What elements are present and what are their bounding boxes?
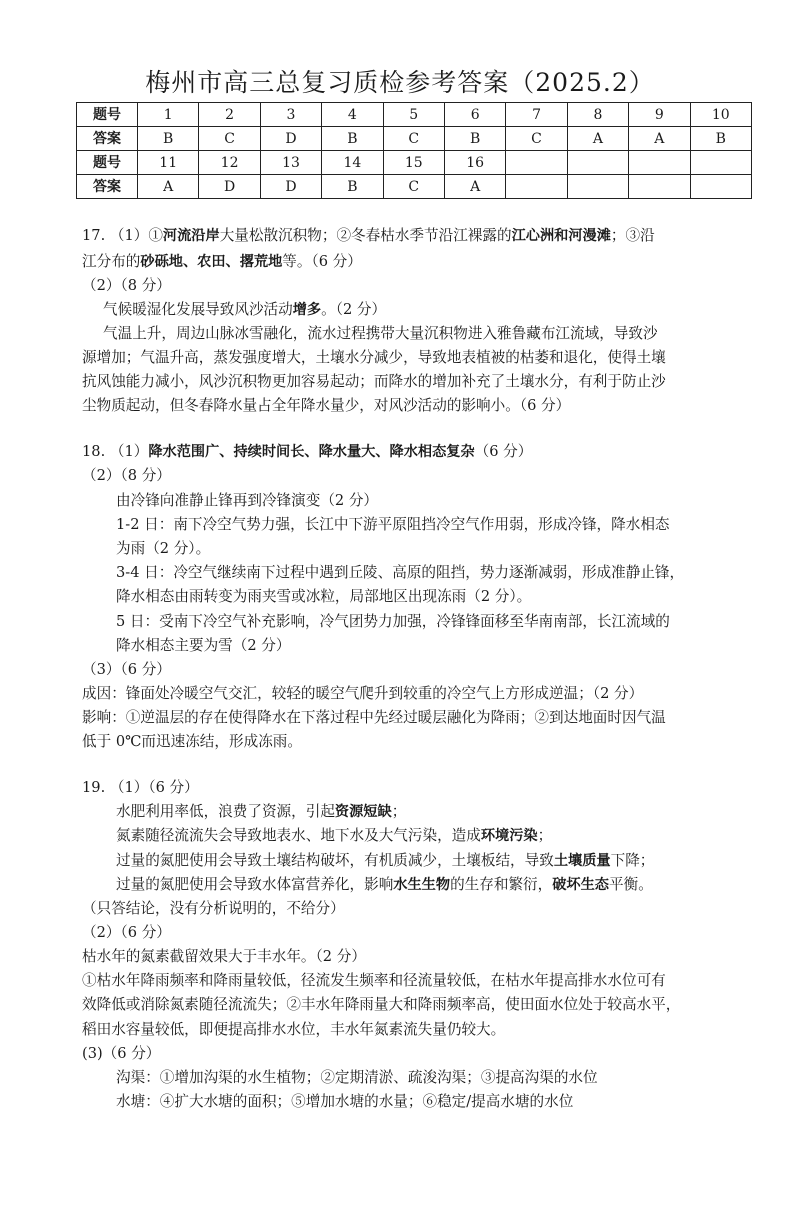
q17-part2-line3: 源增加；气温升高，蒸发强度增大，土壤水分减少，导致地表植被的枯萎和退化，使得土壤 — [82, 349, 666, 366]
table-cell: A — [444, 175, 505, 199]
answer-table — [76, 102, 752, 199]
table-cell: 16 — [444, 151, 505, 175]
q18-part2-line5: 降水相态由雨转变为雨夹雪或冰粒，局部地区出现冻雨（2 分）。 — [116, 588, 532, 605]
q17-part1-line1: 17. （1）①河流沿岸大量松散沉积物；②冬春枯水季节沿江裸露的江心洲和河漫滩；③沿 — [82, 227, 655, 244]
q19-part1-line2: 氮素随径流流失会导致地表水、地下水及大气污染，造成环境污染； — [116, 827, 553, 844]
table-row — [77, 103, 752, 127]
table-cell: B — [690, 127, 751, 151]
q19-part1-line3: 过量的氮肥使用会导致土壤结构破坏，有机质减少，土壤板结，导致土壤质量下降； — [116, 852, 655, 869]
q17-part2-line5: 尘物质起动，但冬春降水量占全年降水量少，对风沙活动的影响小。（6 分） — [82, 397, 571, 414]
table-cell: A — [138, 175, 199, 199]
table-cell — [567, 151, 628, 175]
table-row — [77, 175, 752, 199]
q18-part3-line2: 影响：①逆温层的存在使得降水在下落过程中先经过暖层融化为降雨；②到达地面时因气温 — [82, 709, 666, 726]
table-cell: B — [138, 127, 199, 151]
table-cell: A — [567, 127, 628, 151]
q18-part3-line3: 低于 0℃而迅速冻结，形成冻雨。 — [82, 733, 302, 750]
table-cell: B — [322, 175, 383, 199]
q18-part2-line7: 降水相态主要为雪（2 分） — [116, 637, 291, 654]
table-cell: 15 — [383, 151, 444, 175]
q17-part2-line2: 气温上升，周边山脉冰雪融化，流水过程携带大量沉积物进入雅鲁藏布江流域，导致沙 — [103, 325, 658, 342]
table-cell — [506, 151, 567, 175]
q19-part1-line1: 水肥利用率低，浪费了资源，引起资源短缺； — [116, 803, 407, 820]
table-cell: 1 — [138, 103, 199, 127]
table-cell: C — [199, 127, 260, 151]
page-title: 梅州市高三总复习质检参考答案（2025.2） — [145, 68, 655, 97]
q19-part1-line4: 过量的氮肥使用会导致水体富营养化，影响水生生物的生存和繁衍，破坏生态平衡。 — [116, 876, 653, 893]
q17-part2-line4: 抗风蚀能力减小，风沙沉积物更加容易起动；而降水的增加补充了土壤水分，有利于防止沙 — [82, 373, 666, 390]
table-cell: 4 — [322, 103, 383, 127]
table-cell: 5 — [383, 103, 444, 127]
q18-part2-line4: 3-4 日：冷空气继续南下过程中遇到丘陵、高原的阻挡，势力逐渐减弱，形成准静止锋， — [116, 564, 685, 581]
table-cell: 3 — [260, 103, 321, 127]
q17-part2-heading: （2）（8 分） — [82, 277, 171, 294]
table-cell: 9 — [629, 103, 690, 127]
table-cell: B — [322, 127, 383, 151]
row-header-answer: 答案 — [77, 175, 138, 199]
table-cell: C — [383, 127, 444, 151]
table-cell: A — [629, 127, 690, 151]
q19-part1-heading: 19. （1）（6 分） — [82, 779, 199, 796]
q19-part1-note: （只答结论，没有分析说明的，不给分） — [82, 900, 345, 917]
q18-part1-line1: 18. （1）降水范围广、持续时间长、降水量大、降水相态复杂（6 分） — [82, 443, 533, 460]
table-cell: C — [506, 127, 567, 151]
table-cell — [506, 175, 567, 199]
q19-part2-line3: 效降低或消除氮素随径流流失；②丰水年降雨量大和降雨频率高，使田面水位处于较高水平， — [82, 996, 681, 1013]
table-cell: 10 — [690, 103, 751, 127]
table-cell: 14 — [322, 151, 383, 175]
table-cell: C — [383, 175, 444, 199]
row-header-question: 题号 — [77, 151, 138, 175]
q18-part2-line1: 由冷锋向准静止锋再到冷锋演变（2 分） — [116, 492, 379, 509]
q19-part3-line2: 水塘：④扩大水塘的面积；⑤增加水塘的水量；⑥稳定/提高水塘的水位 — [116, 1093, 574, 1110]
table-cell — [690, 175, 751, 199]
table-cell: 11 — [138, 151, 199, 175]
table-cell: 2 — [199, 103, 260, 127]
row-header-answer: 答案 — [77, 127, 138, 151]
table-cell: 6 — [444, 103, 505, 127]
table-cell: D — [260, 127, 321, 151]
q18-part2-line3: 为雨（2 分）。 — [116, 540, 211, 557]
q18-part2-line2: 1-2 日：南下冷空气势力强，长江中下游平原阻挡冷空气作用弱，形成冷锋，降水相态 — [116, 516, 670, 533]
table-cell — [567, 175, 628, 199]
table-cell: 12 — [199, 151, 260, 175]
q17-part1-line2: 江分布的砂砾地、农田、撂荒地等。（6 分） — [82, 253, 362, 270]
q19-part2-heading: （2）（6 分） — [82, 924, 171, 941]
q19-part2-line4: 稻田水容量较低，即便提高排水水位，丰水年氮素流失量仍较大。 — [82, 1021, 506, 1038]
q17-part2-line1: 气候暖湿化发展导致风沙活动增多。（2 分） — [103, 301, 387, 318]
q19-part3-line1: 沟渠：①增加沟渠的水生植物；②定期清淤、疏浚沟渠；③提高沟渠的水位 — [116, 1069, 598, 1086]
table-cell — [629, 151, 690, 175]
q18-part2-heading: （2）（8 分） — [82, 467, 171, 484]
row-header-question: 题号 — [77, 103, 138, 127]
q19-part2-line2: ①枯水年降雨频率和降雨量较低，径流发生频率和径流量较低，在枯水年提高排水水位可有 — [82, 972, 666, 989]
table-cell: D — [260, 175, 321, 199]
q18-part3-line1: 成因：锋面处冷暖空气交汇，较轻的暖空气爬升到较重的冷空气上方形成逆温；（2 分） — [82, 685, 644, 702]
table-cell: 8 — [567, 103, 628, 127]
table-row — [77, 127, 752, 151]
table-cell: 7 — [506, 103, 567, 127]
q19-part2-line1: 枯水年的氮素截留效果大于丰水年。（2 分） — [82, 948, 366, 965]
table-cell — [690, 151, 751, 175]
q18-part2-line6: 5 日：受南下冷空气补充影响，冷气团势力加强，冷锋锋面移至华南南部，长江流域的 — [116, 613, 670, 630]
q18-part3-heading: （3）（6 分） — [82, 661, 171, 678]
table-cell: 13 — [260, 151, 321, 175]
table-cell — [629, 175, 690, 199]
q19-part3-heading: (3)（6 分） — [82, 1045, 161, 1062]
table-cell: D — [199, 175, 260, 199]
table-row — [77, 151, 752, 175]
table-cell: B — [444, 127, 505, 151]
